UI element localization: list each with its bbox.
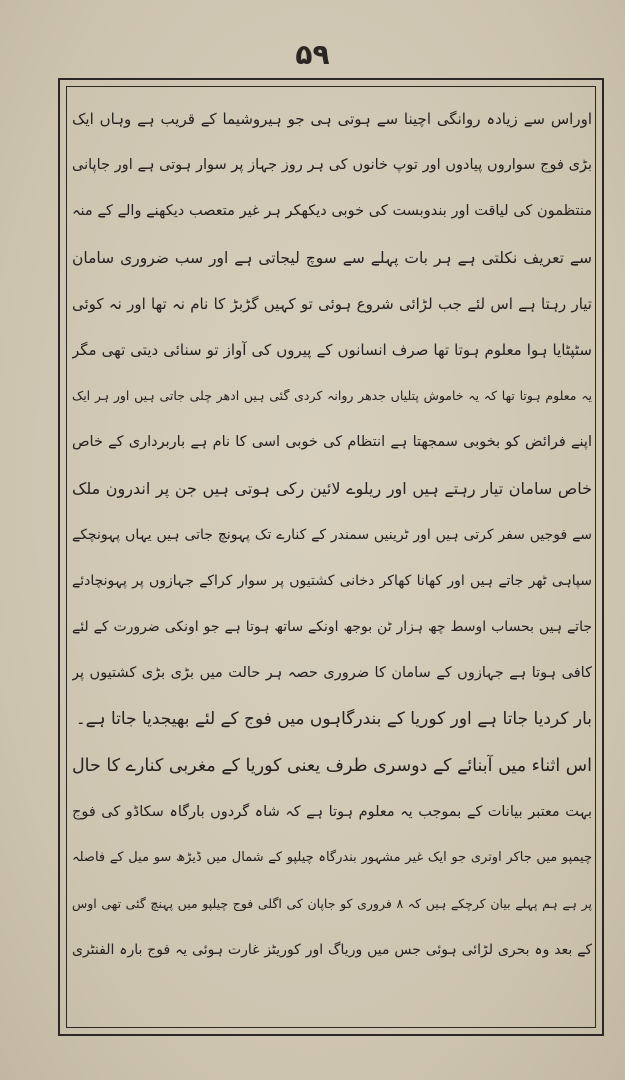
- text-line: اوراس سے زیادہ روانگی اچینا سے ہوتی ہی جو ہیروشیما کے قریب ہے وہاں ایک: [72, 110, 592, 128]
- text-line: اس اثناء میں آبنائے کے دوسری طرف یعنی کوریا کے مغربی کنارے کا حال: [72, 755, 592, 776]
- text-line: کے بعد وہ بحری لڑائی ہوئی جس میں وریاگ اور کوریٹز غارت ہوئی یہ فوج بارہ الفنٹری: [72, 942, 592, 959]
- text-line: سے تعریف نکلتی ہے ہر بات پہلے سے سوچ لیجاتی ہے اور سب ضروری سامان: [72, 248, 592, 267]
- text-line: خاص سامان تیار رہتے ہیں اور ریلوے لائین رکی ہوتی ہیں جن پر اندرون ملک: [72, 478, 592, 498]
- text-line: چیمپو میں جاکر اوتری جو ایک غیر مشہور بندرگاہ چیلپو کے شمال میں ڈیڑھ سو میل کے فاصلہ: [72, 850, 592, 865]
- text-line: منتظمون کی لیاقت اور بندوبست کی خوبی دیکھکر ہر غیر متعصب دیکھنے والے کے منہ: [72, 203, 592, 220]
- text-line: بار کردیا جاتا ہے اور کوریا کے بندرگاہوں میں فوج کے لئے بھیجدیا جاتا ہے۔: [75, 709, 592, 730]
- text-line: اپنے فرائض کو بخوبی سمجھتا ہے انتظام کی خوبی اسی کا نام ہے باربرداری کے خاص: [72, 434, 592, 451]
- text-line: سپاہی ٹھر جاتے ہیں اور کھانا کھاکر دخانی کشتیوں پر سوار کراکے جہازوں پر پہونچادئے: [72, 572, 592, 589]
- page-number: ۵۹: [295, 38, 330, 71]
- text-line: جاتے ہیں بحساب اوسط چھ ہزار ٹن بوجھ اونکے ساتھ ہوتا ہے جو اونکی ضرورت کے لئے: [72, 619, 592, 636]
- text-line: تیار رہتا ہے اس لئے جب لڑائی شروع ہوئی تو کہیں گڑبڑ کا نام نہ تھا اور نہ کوئی: [72, 294, 592, 313]
- body-text: [72, 96, 592, 974]
- text-line: یہ معلوم ہوتا تھا کہ یہ خاموش پتلیاں جدھر روانہ کردی گئی ہیں ادھر چلی جاتی ہیں اور ہر ایک: [72, 388, 592, 404]
- text-line: سے فوجیں سفر کرتی ہیں اور ٹرینیں سمندر کے کنارے تک پہونچ جاتی ہیں یہاں پہونچکے: [72, 526, 592, 543]
- text-line: بہت معتبر بیانات کے بموجب یہ معلوم ہوتا ہے کہ شاہ گردوں بارگاہ سکاڈو کی فوج: [72, 803, 592, 820]
- text-line: سٹپٹایا ہوا معلوم ہوتا تھا صرف انسانوں کے پیروں کی آواز تو سنائی دیتی تھی مگر: [72, 340, 592, 359]
- text-line: پر ہے ہم پہلے بیان کرچکے ہیں کہ ۸ فروری کو جاپان کی اگلی فوج چیلپو میں پہنچ گئی تھی اوس: [72, 896, 592, 912]
- text-line: بڑی فوج سواروں پیادوں اور توپ خانوں کی ہر روز جہاز پر سوار ہوتی ہے اور جاپانی: [72, 157, 592, 174]
- text-line: کافی ہوتا ہے جہازوں کے سامان کا ضروری حصہ ہر حالت میں بڑی بڑی کشتیوں پر: [72, 665, 592, 682]
